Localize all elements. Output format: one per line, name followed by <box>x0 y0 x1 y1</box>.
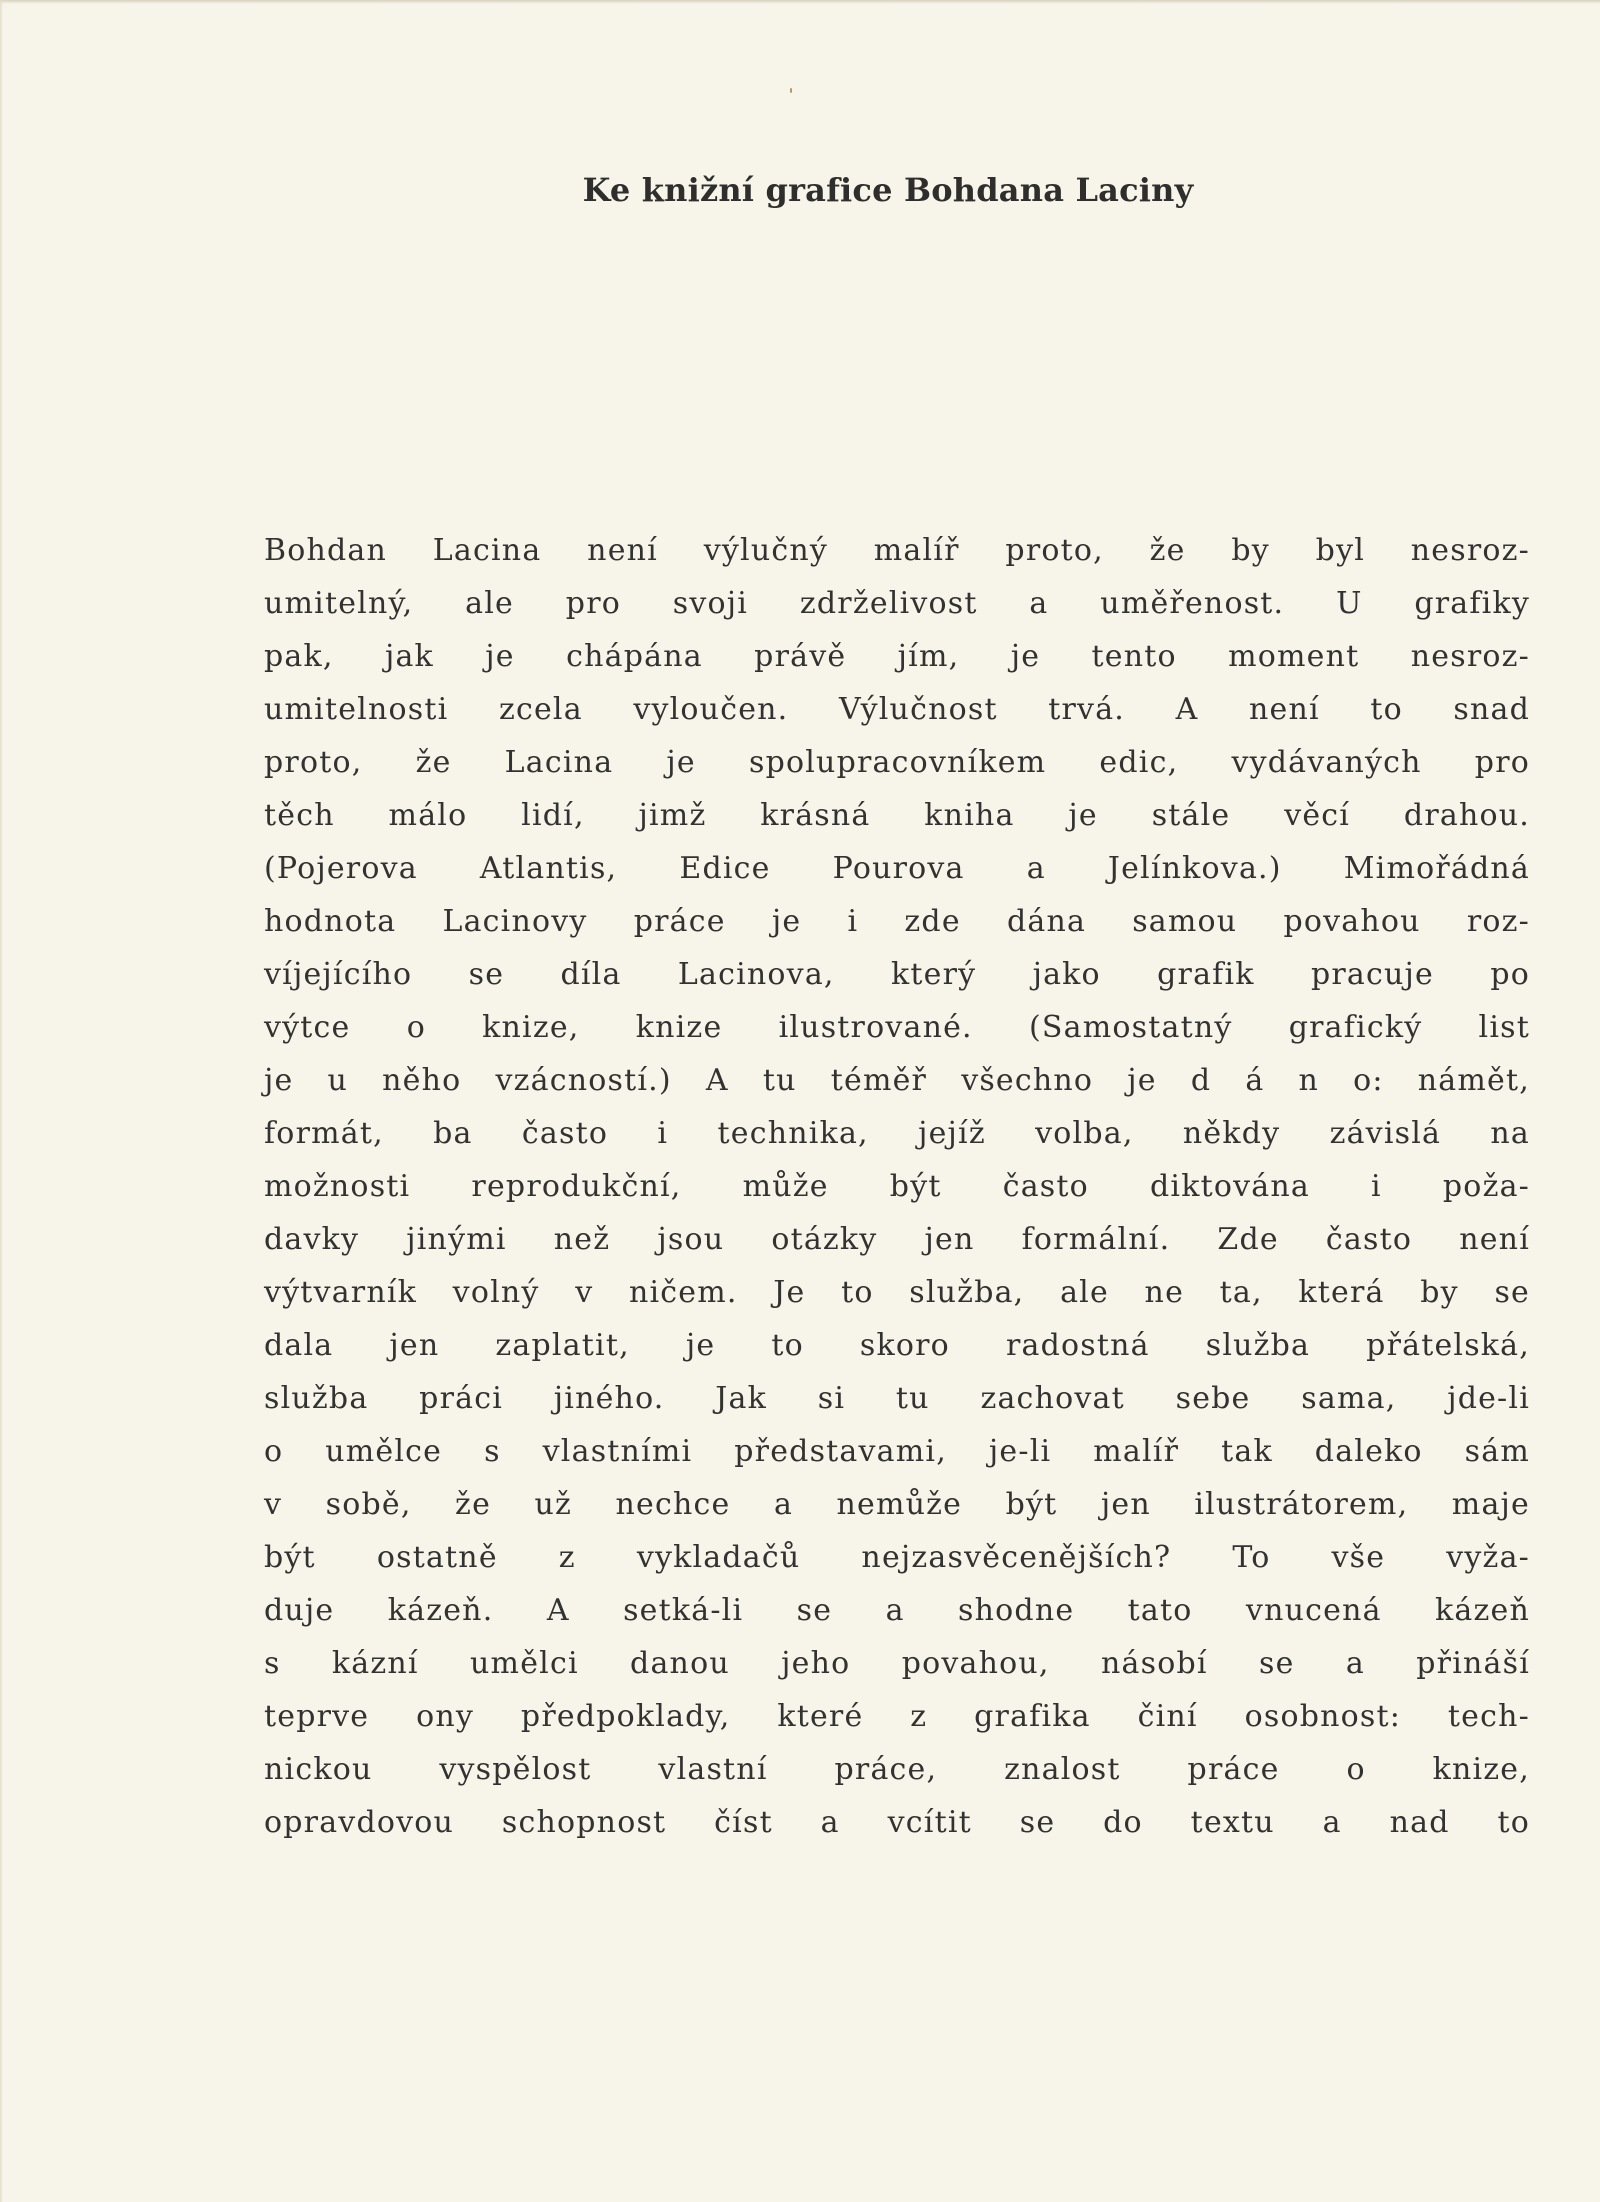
text-line: dala jen zaplatit, je to skoro radostná služba přátelská, <box>264 1328 1530 1363</box>
text-line: v sobě, že už nechce a nemůže být jen ilustrátorem, maje <box>264 1487 1530 1522</box>
body-paragraph <box>264 524 1530 1849</box>
text-line: formát, ba často i technika, jejíž volba, někdy závislá na <box>264 1116 1530 1151</box>
text-line: Bohdan Lacina není výlučný malíř proto, že by byl nesroz- <box>264 533 1530 568</box>
text-line: výtvarník volný v ničem. Je to služba, ale ne ta, která by se <box>264 1275 1530 1310</box>
text-line: o umělce s vlastními představami, je-li malíř tak daleko sám <box>264 1434 1530 1469</box>
text-line: služba práci jiného. Jak si tu zachovat sebe sama, jde-li <box>264 1381 1530 1416</box>
text-line: umitelný, ale pro svoji zdrželivost a uměřenost. U grafiky <box>264 586 1530 621</box>
text-line: výtce o knize, knize ilustrované. (Samostatný grafický list <box>264 1010 1530 1045</box>
text-line: davky jinými než jsou otázky jen formální. Zde často není <box>264 1222 1530 1257</box>
page-left-edge <box>0 0 3 2202</box>
text-line: víjejícího se díla Lacinova, který jako grafik pracuje po <box>264 957 1530 992</box>
paper-speck <box>790 88 792 93</box>
text-line: duje kázeň. A setká-li se a shodne tato vnucená kázeň <box>264 1593 1530 1628</box>
text-line: teprve ony předpoklady, které z grafika činí osobnost: tech- <box>264 1699 1530 1734</box>
text-line: hodnota Lacinovy práce je i zde dána samou povahou roz- <box>264 904 1530 939</box>
text-line: s kázní umělci danou jeho povahou, násobí se a přináší <box>264 1646 1530 1681</box>
text-line: nickou vyspělost vlastní práce, znalost práce o knize, <box>264 1752 1530 1787</box>
text-line: těch málo lidí, jimž krásná kniha je stále věcí drahou. <box>264 798 1530 833</box>
text-line: možnosti reprodukční, může být často diktována i poža- <box>264 1169 1530 1204</box>
text-line: (Pojerova Atlantis, Edice Pourova a Jelínkova.) Mimořádná <box>264 851 1530 886</box>
text-line: je u něho vzácností.) A tu téměř všechno je d á n o: námět, <box>264 1063 1530 1098</box>
text-line: pak, jak je chápána právě jím, je tento moment nesroz- <box>264 639 1530 674</box>
text-line: být ostatně z vykladačů nejzasvěcenějších? To vše vyža- <box>264 1540 1530 1575</box>
text-line: umitelnosti zcela vyloučen. Výlučnost trvá. A není to snad <box>264 692 1530 727</box>
page-title: Ke knižní grafice Bohdana Laciny <box>582 171 1194 210</box>
text-line: proto, že Lacina je spolupracovníkem edic, vydávaných pro <box>264 745 1530 780</box>
text-line: opravdovou schopnost číst a vcítit se do textu a nad to <box>264 1805 1530 1840</box>
page-top-edge <box>0 0 1600 4</box>
